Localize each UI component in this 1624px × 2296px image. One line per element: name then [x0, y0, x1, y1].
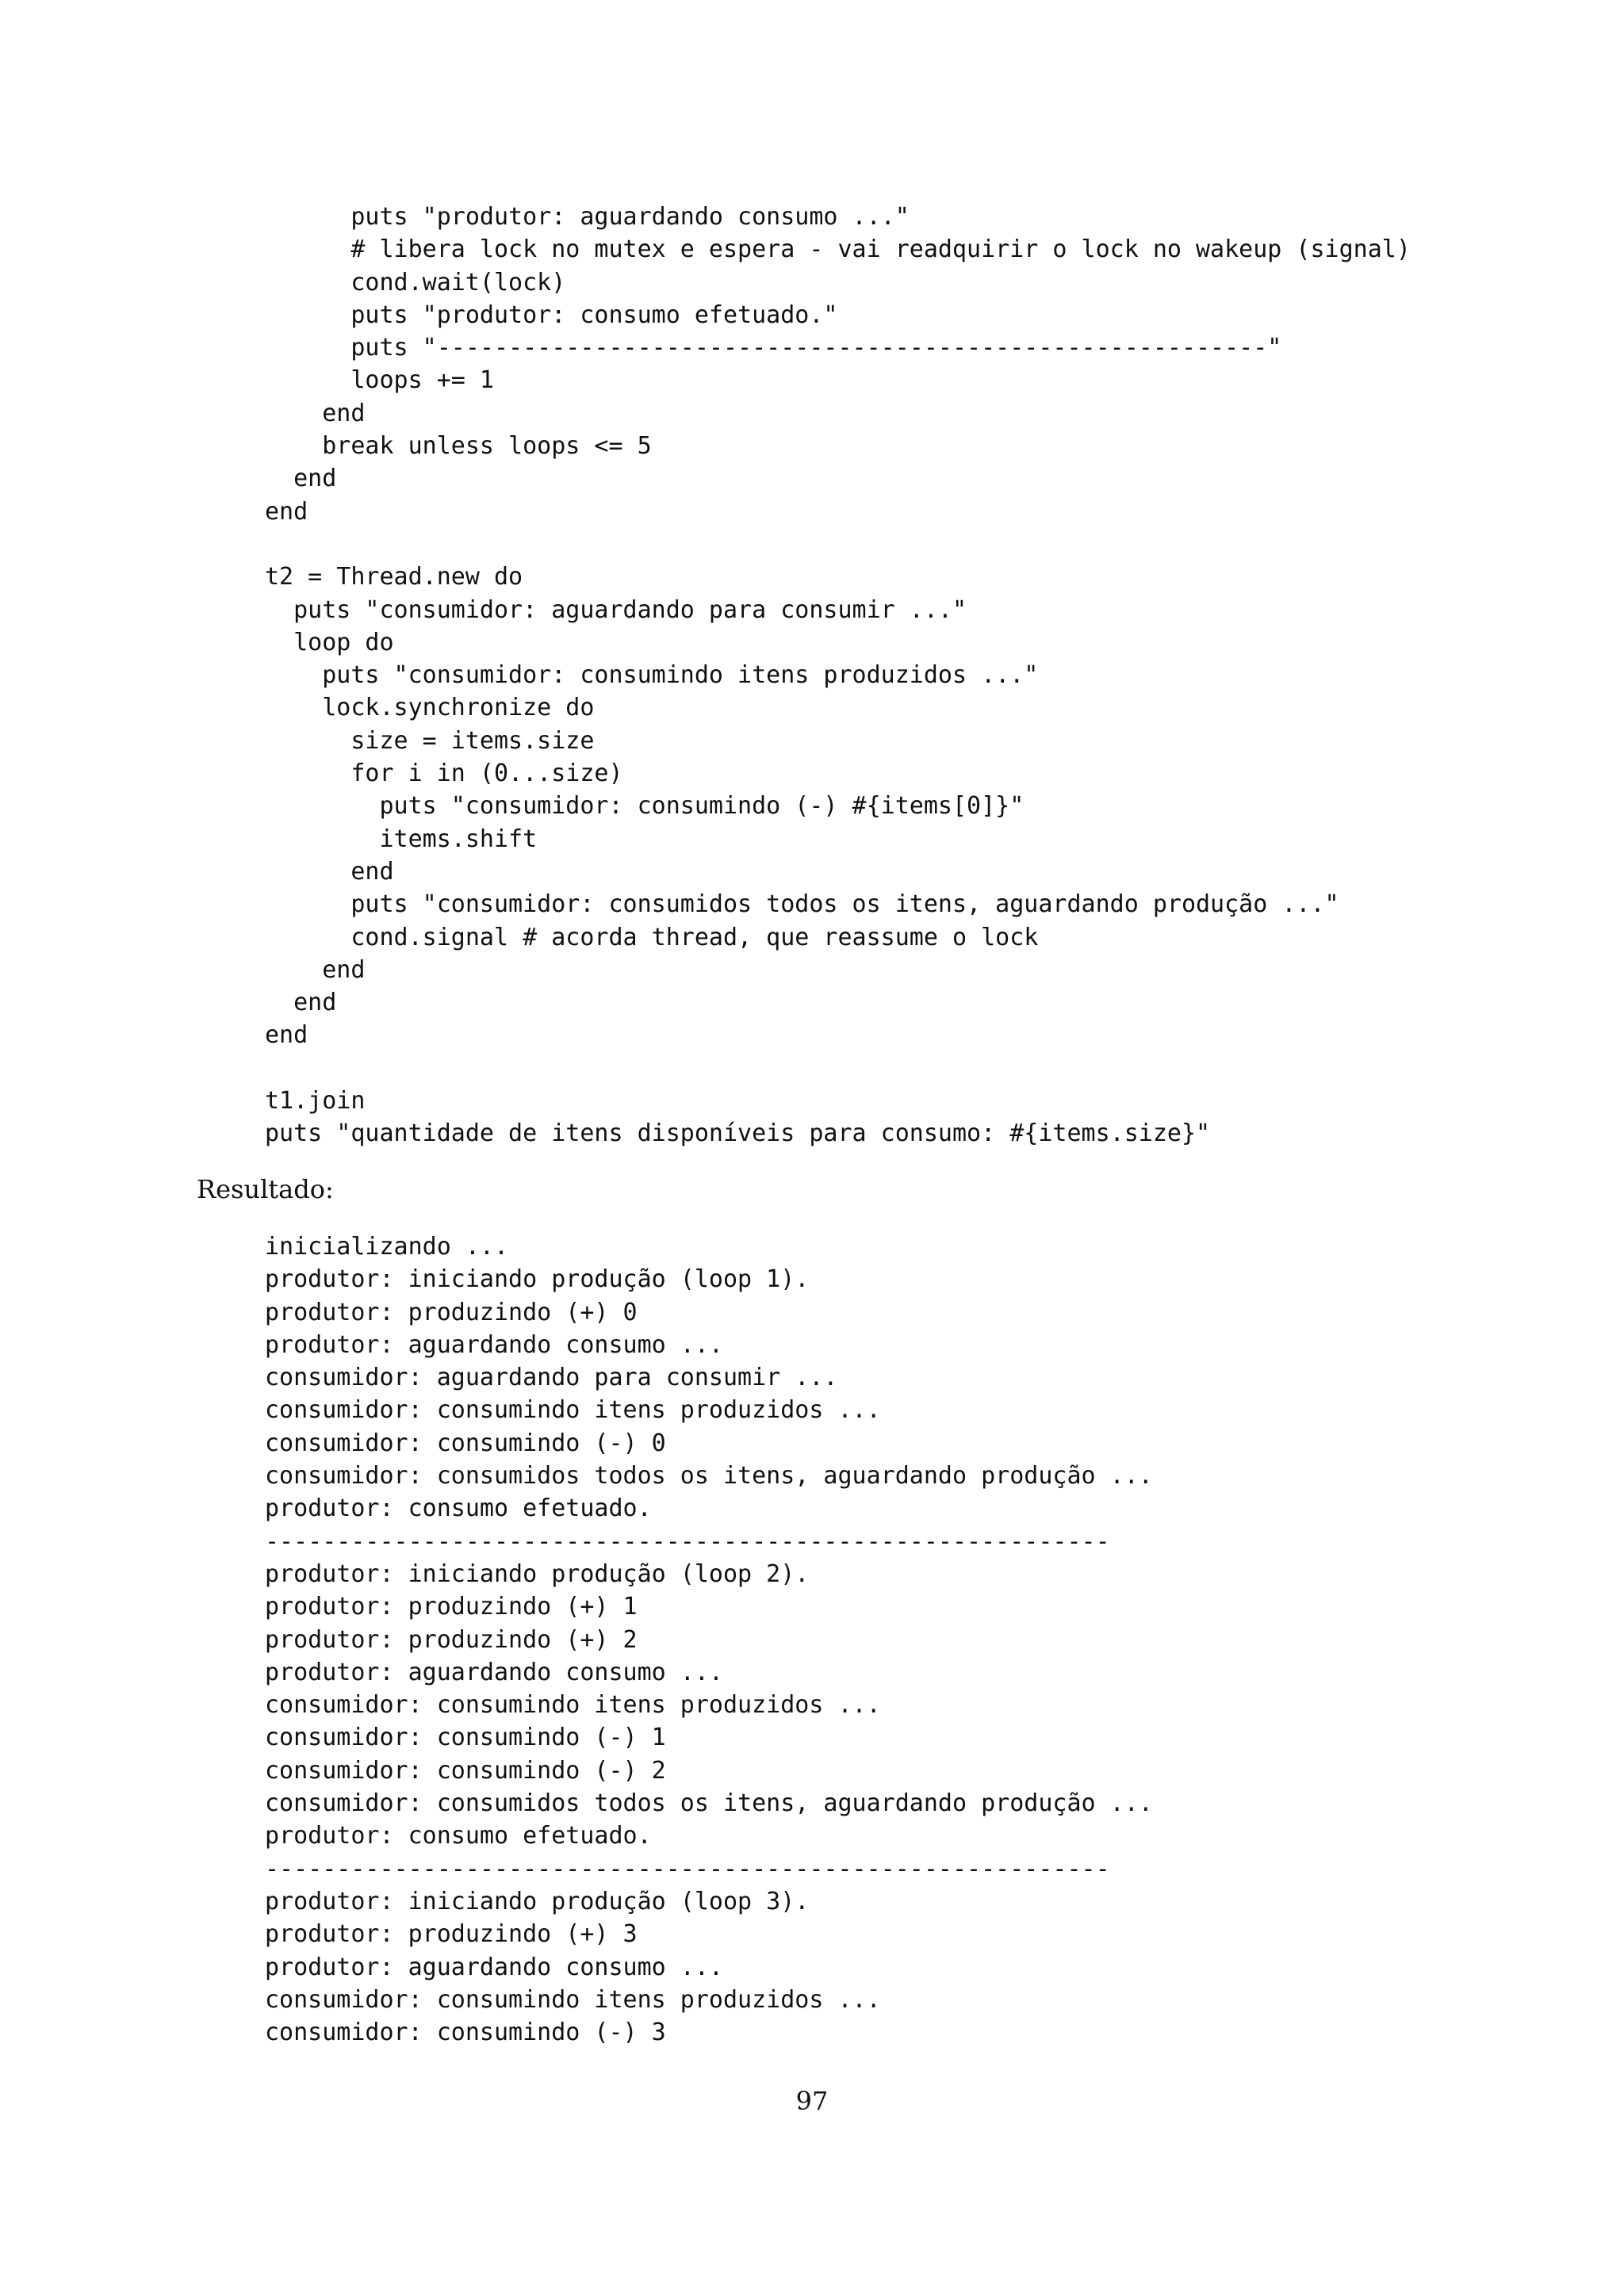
output-line: produtor: produzindo (+) 0	[265, 1298, 638, 1326]
code-line: puts "quantidade de itens disponíveis para consumo: #{items.size}"	[265, 1119, 1211, 1148]
code-line: end	[265, 857, 394, 886]
code-line: # libera lock no mutex e espera - vai readquirir o lock no wakeup (signal)	[265, 235, 1411, 264]
output-line: inicializando ...	[265, 1233, 509, 1261]
output-line: -----------------------------------------------------------	[265, 1854, 1110, 1883]
code-line: puts "----------------------------------------------------------"	[265, 334, 1282, 362]
code-line: loop do	[265, 628, 394, 656]
output-line: consumidor: consumidos todos os itens, aguardando produção ...	[265, 1462, 1153, 1490]
output-line: consumidor: consumindo itens produzidos ...	[265, 1691, 881, 1720]
code-line: puts "consumidor: consumindo (-) #{items[0]}"	[265, 792, 1025, 821]
output-line: produtor: aguardando consumo ...	[265, 1953, 723, 1981]
output-line: consumidor: consumidos todos os itens, aguardando produção ...	[265, 1789, 1153, 1818]
code-line: end	[265, 1021, 308, 1050]
page-number: 97	[795, 2086, 829, 2116]
output-line: consumidor: consumindo itens produzidos ...	[265, 1985, 881, 2014]
code-line	[265, 1052, 1411, 1085]
output-line: produtor: iniciando produção (loop 2).	[265, 1559, 810, 1588]
output-line: produtor: produzindo (+) 2	[265, 1625, 638, 1654]
output-line: consumidor: aguardando para consumir ...	[265, 1364, 838, 1392]
output-line: produtor: aguardando consumo ...	[265, 1658, 723, 1686]
output-line: -----------------------------------------------------------	[265, 1527, 1110, 1556]
code-line: puts "consumidor: consumindo itens produzidos ..."	[265, 661, 1039, 690]
output-line: consumidor: consumindo (-) 2	[265, 1756, 666, 1785]
code-line: loops += 1	[265, 366, 494, 395]
output-line: produtor: consumo efetuado.	[265, 1822, 652, 1850]
output-line: produtor: consumo efetuado.	[265, 1494, 652, 1523]
code-line: cond.signal # acorda thread, que reassume o lock	[265, 923, 1039, 951]
output-line: consumidor: consumindo (-) 3	[265, 2019, 666, 2047]
code-listing	[265, 201, 1411, 1150]
output-line: consumidor: consumindo itens produzidos ...	[265, 1396, 881, 1425]
code-line: end	[265, 497, 308, 526]
code-line: end	[265, 989, 337, 1017]
code-line: items.shift	[265, 825, 538, 853]
output-line: produtor: aguardando consumo ...	[265, 1330, 723, 1359]
code-line: t1.join	[265, 1087, 366, 1115]
code-line: end	[265, 399, 366, 427]
output-line: produtor: produzindo (+) 1	[265, 1593, 638, 1621]
code-line: break unless loops <= 5	[265, 432, 652, 461]
output-line: produtor: iniciando produção (loop 3).	[265, 1887, 810, 1915]
code-line: puts "produtor: consumo efetuado."	[265, 300, 838, 329]
output-line: consumidor: consumindo (-) 1	[265, 1724, 666, 1752]
result-label: Resultado:	[197, 1174, 334, 1204]
code-line: puts "produtor: aguardando consumo ..."	[265, 203, 910, 231]
code-line: t2 = Thread.new do	[265, 563, 523, 591]
output-line: produtor: iniciando produção (loop 1).	[265, 1265, 810, 1294]
code-line: cond.wait(lock)	[265, 268, 566, 297]
code-line: size = items.size	[265, 726, 595, 755]
code-line: lock.synchronize do	[265, 694, 595, 722]
output-line: produtor: produzindo (+) 3	[265, 1920, 638, 1949]
code-line: puts "consumidor: consumidos todos os itens, aguardando produção ..."	[265, 890, 1339, 919]
code-line: end	[265, 465, 337, 493]
code-line: puts "consumidor: aguardando para consumir ..."	[265, 595, 967, 624]
code-line: for i in (0...size)	[265, 760, 623, 788]
output-line: consumidor: consumindo (-) 0	[265, 1429, 666, 1457]
code-line	[265, 528, 1411, 561]
program-output	[265, 1230, 1153, 2049]
code-line: end	[265, 955, 366, 984]
